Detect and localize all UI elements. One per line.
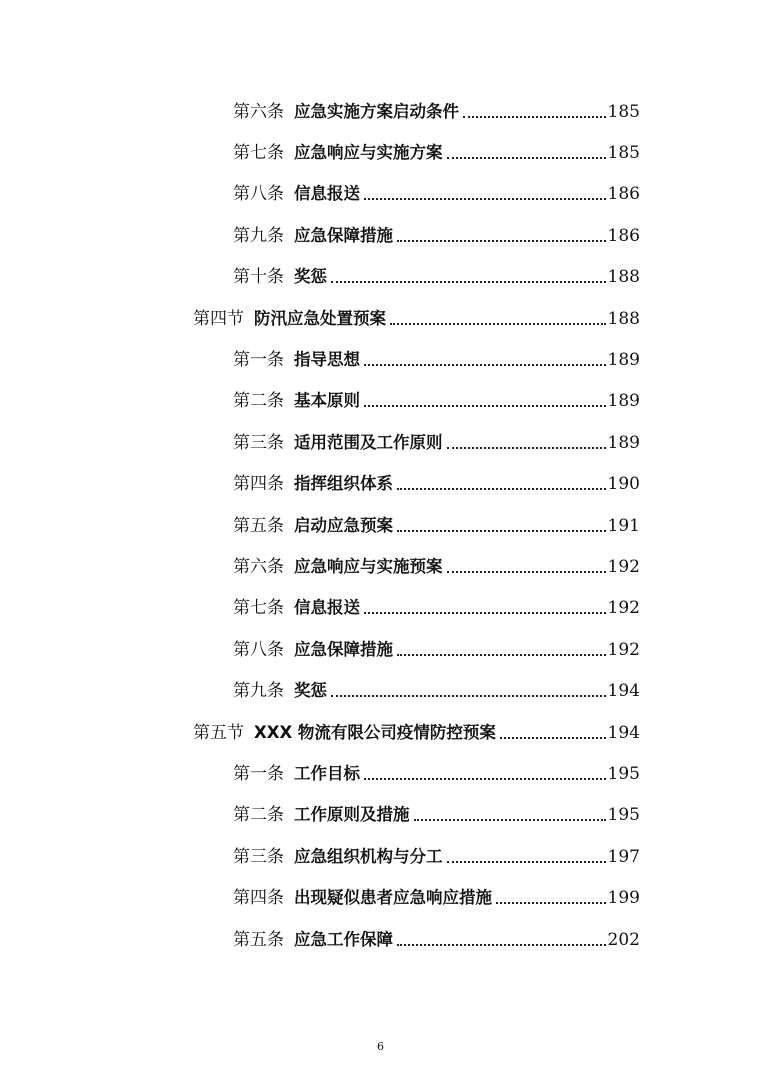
toc-article-entry[interactable] (0, 339, 761, 380)
toc-entry-number: 第九条 (233, 225, 284, 246)
toc-section-entry[interactable] (0, 298, 761, 339)
toc-dot-leader (500, 727, 606, 741)
toc-entry-page-number: 185 (607, 101, 640, 122)
toc-entry-line (233, 887, 761, 909)
toc-entry-number: 第五条 (233, 929, 284, 950)
toc-entry-page-number: 194 (607, 681, 640, 702)
toc-entry-line (233, 639, 761, 661)
toc-dot-leader (331, 271, 606, 285)
toc-dot-leader (331, 685, 606, 699)
toc-article-entry[interactable] (0, 629, 761, 670)
toc-entry-number: 第四条 (233, 474, 284, 495)
toc-entry-title: 指挥组织体系 (294, 474, 393, 494)
toc-entry-page-number: 189 (607, 432, 640, 453)
toc-dot-leader (447, 147, 606, 161)
toc-entry-title: 应急组织机构与分工 (294, 846, 443, 866)
toc-entry-title: XXX 物流有限公司疫情防控预案 (254, 722, 496, 742)
toc-article-entry[interactable] (0, 174, 761, 215)
toc-article-entry[interactable] (0, 753, 761, 794)
toc-entry-number: 第五节 (193, 722, 244, 743)
toc-entry-number: 第六条 (233, 101, 284, 122)
toc-entry-number: 第一条 (233, 350, 284, 371)
toc-entry-line (233, 225, 761, 247)
toc-entry-number: 第二条 (233, 391, 284, 412)
toc-article-entry[interactable] (0, 670, 761, 711)
toc-entry-line (233, 349, 761, 371)
toc-entry-page-number: 195 (607, 805, 640, 826)
toc-dot-leader (364, 188, 606, 202)
toc-entry-title: 工作目标 (294, 763, 360, 783)
toc-entry-number: 第四条 (233, 888, 284, 909)
toc-article-entry[interactable] (0, 505, 761, 546)
toc-entry-page-number: 195 (607, 763, 640, 784)
toc-entry-page-number: 192 (607, 598, 640, 619)
toc-entry-line (233, 597, 761, 619)
toc-entry-page-number: 186 (607, 225, 640, 246)
toc-entry-page-number: 199 (607, 888, 640, 909)
toc-entry-page-number: 191 (607, 515, 640, 536)
toc-entry-number: 第六条 (233, 556, 284, 577)
toc-entry-page-number: 192 (607, 556, 640, 577)
toc-entry-number: 第四节 (193, 308, 244, 329)
toc-entry-line (233, 183, 761, 205)
toc-article-entry[interactable] (0, 215, 761, 256)
toc-entry-title: 应急实施方案启动条件 (294, 101, 459, 121)
toc-article-entry[interactable] (0, 422, 761, 463)
toc-entry-title: 出现疑似患者应急响应措施 (294, 888, 492, 908)
toc-article-entry[interactable] (0, 91, 761, 132)
toc-dot-leader (364, 395, 606, 409)
toc-entry-line (193, 308, 761, 330)
toc-dot-leader (414, 809, 606, 823)
toc-entry-number: 第十条 (233, 267, 284, 288)
toc-entry-page-number: 188 (607, 308, 640, 329)
toc-entry-page-number: 192 (607, 639, 640, 660)
toc-entry-number: 第二条 (233, 805, 284, 826)
toc-dot-leader (447, 437, 606, 451)
toc-article-entry[interactable] (0, 588, 761, 629)
toc-entry-line (233, 763, 761, 785)
toc-entry-title: 应急保障措施 (294, 225, 393, 245)
toc-entry-title: 应急响应与实施方案 (294, 143, 443, 163)
toc-entry-line (233, 390, 761, 412)
toc-dot-leader (397, 230, 606, 244)
toc-entry-line (233, 515, 761, 537)
toc-entry-line (233, 680, 761, 702)
toc-entry-title: 启动应急预案 (294, 515, 393, 535)
toc-entry-number: 第三条 (233, 432, 284, 453)
toc-entry-title: 指导思想 (294, 350, 360, 370)
toc-entry-title: 信息报送 (294, 184, 360, 204)
toc-entry-number: 第七条 (233, 143, 284, 164)
toc-entry-title: 适用范围及工作原则 (294, 432, 443, 452)
toc-entry-line (233, 432, 761, 454)
toc-dot-leader (397, 934, 606, 948)
toc-entry-title: 基本原则 (294, 391, 360, 411)
toc-entry-title: 防汛应急处置预案 (254, 308, 386, 328)
toc-article-entry[interactable] (0, 132, 761, 173)
toc-entry-page-number: 197 (607, 846, 640, 867)
toc-entry-number: 第五条 (233, 515, 284, 536)
toc-entry-title: 奖惩 (294, 681, 327, 701)
toc-article-entry[interactable] (0, 257, 761, 298)
toc-entry-page-number: 185 (607, 143, 640, 164)
toc-dot-leader (397, 478, 606, 492)
toc-dot-leader (364, 354, 606, 368)
toc-dot-leader (463, 106, 606, 120)
toc-entry-page-number: 189 (607, 391, 640, 412)
toc-dot-leader (397, 644, 606, 658)
toc-entry-title: 应急保障措施 (294, 639, 393, 659)
toc-dot-leader (447, 561, 606, 575)
toc-entry-number: 第三条 (233, 846, 284, 867)
toc-dot-leader (364, 602, 606, 616)
toc-dot-leader (447, 851, 606, 865)
toc-entry-title: 奖惩 (294, 267, 327, 287)
toc-entry-line (233, 846, 761, 868)
toc-entry-line (233, 804, 761, 826)
toc-entry-title: 工作原则及措施 (294, 805, 410, 825)
toc-entry-title: 应急响应与实施预案 (294, 556, 443, 576)
toc-entry-number: 第一条 (233, 763, 284, 784)
toc-article-entry[interactable] (0, 464, 761, 505)
toc-entry-line (233, 101, 761, 123)
toc-entry-line (233, 556, 761, 578)
table-of-contents (0, 91, 761, 960)
toc-dot-leader (397, 520, 606, 534)
toc-entry-page-number: 194 (607, 722, 640, 743)
toc-article-entry[interactable] (0, 919, 761, 960)
toc-entry-page-number: 189 (607, 350, 640, 371)
toc-section-entry[interactable] (0, 712, 761, 753)
toc-entry-title: 信息报送 (294, 598, 360, 618)
toc-entry-line (233, 473, 761, 495)
toc-article-entry[interactable] (0, 546, 761, 587)
toc-entry-number: 第七条 (233, 598, 284, 619)
toc-dot-leader (364, 768, 606, 782)
toc-article-entry[interactable] (0, 795, 761, 836)
toc-entry-page-number: 190 (607, 474, 640, 495)
toc-entry-line (233, 929, 761, 951)
toc-entry-number: 第八条 (233, 184, 284, 205)
page-number: 6 (377, 1040, 384, 1053)
toc-article-entry[interactable] (0, 381, 761, 422)
toc-entry-title: 应急工作保障 (294, 929, 393, 949)
toc-entry-line (233, 142, 761, 164)
toc-entry-page-number: 202 (607, 929, 640, 950)
toc-entry-number: 第九条 (233, 681, 284, 702)
toc-article-entry[interactable] (0, 836, 761, 877)
toc-entry-page-number: 186 (607, 184, 640, 205)
toc-entry-line (193, 722, 761, 744)
toc-entry-page-number: 188 (607, 267, 640, 288)
toc-dot-leader (390, 313, 606, 327)
toc-entry-line (233, 266, 761, 288)
toc-article-entry[interactable] (0, 877, 761, 918)
toc-entry-number: 第八条 (233, 639, 284, 660)
toc-dot-leader (496, 892, 606, 906)
